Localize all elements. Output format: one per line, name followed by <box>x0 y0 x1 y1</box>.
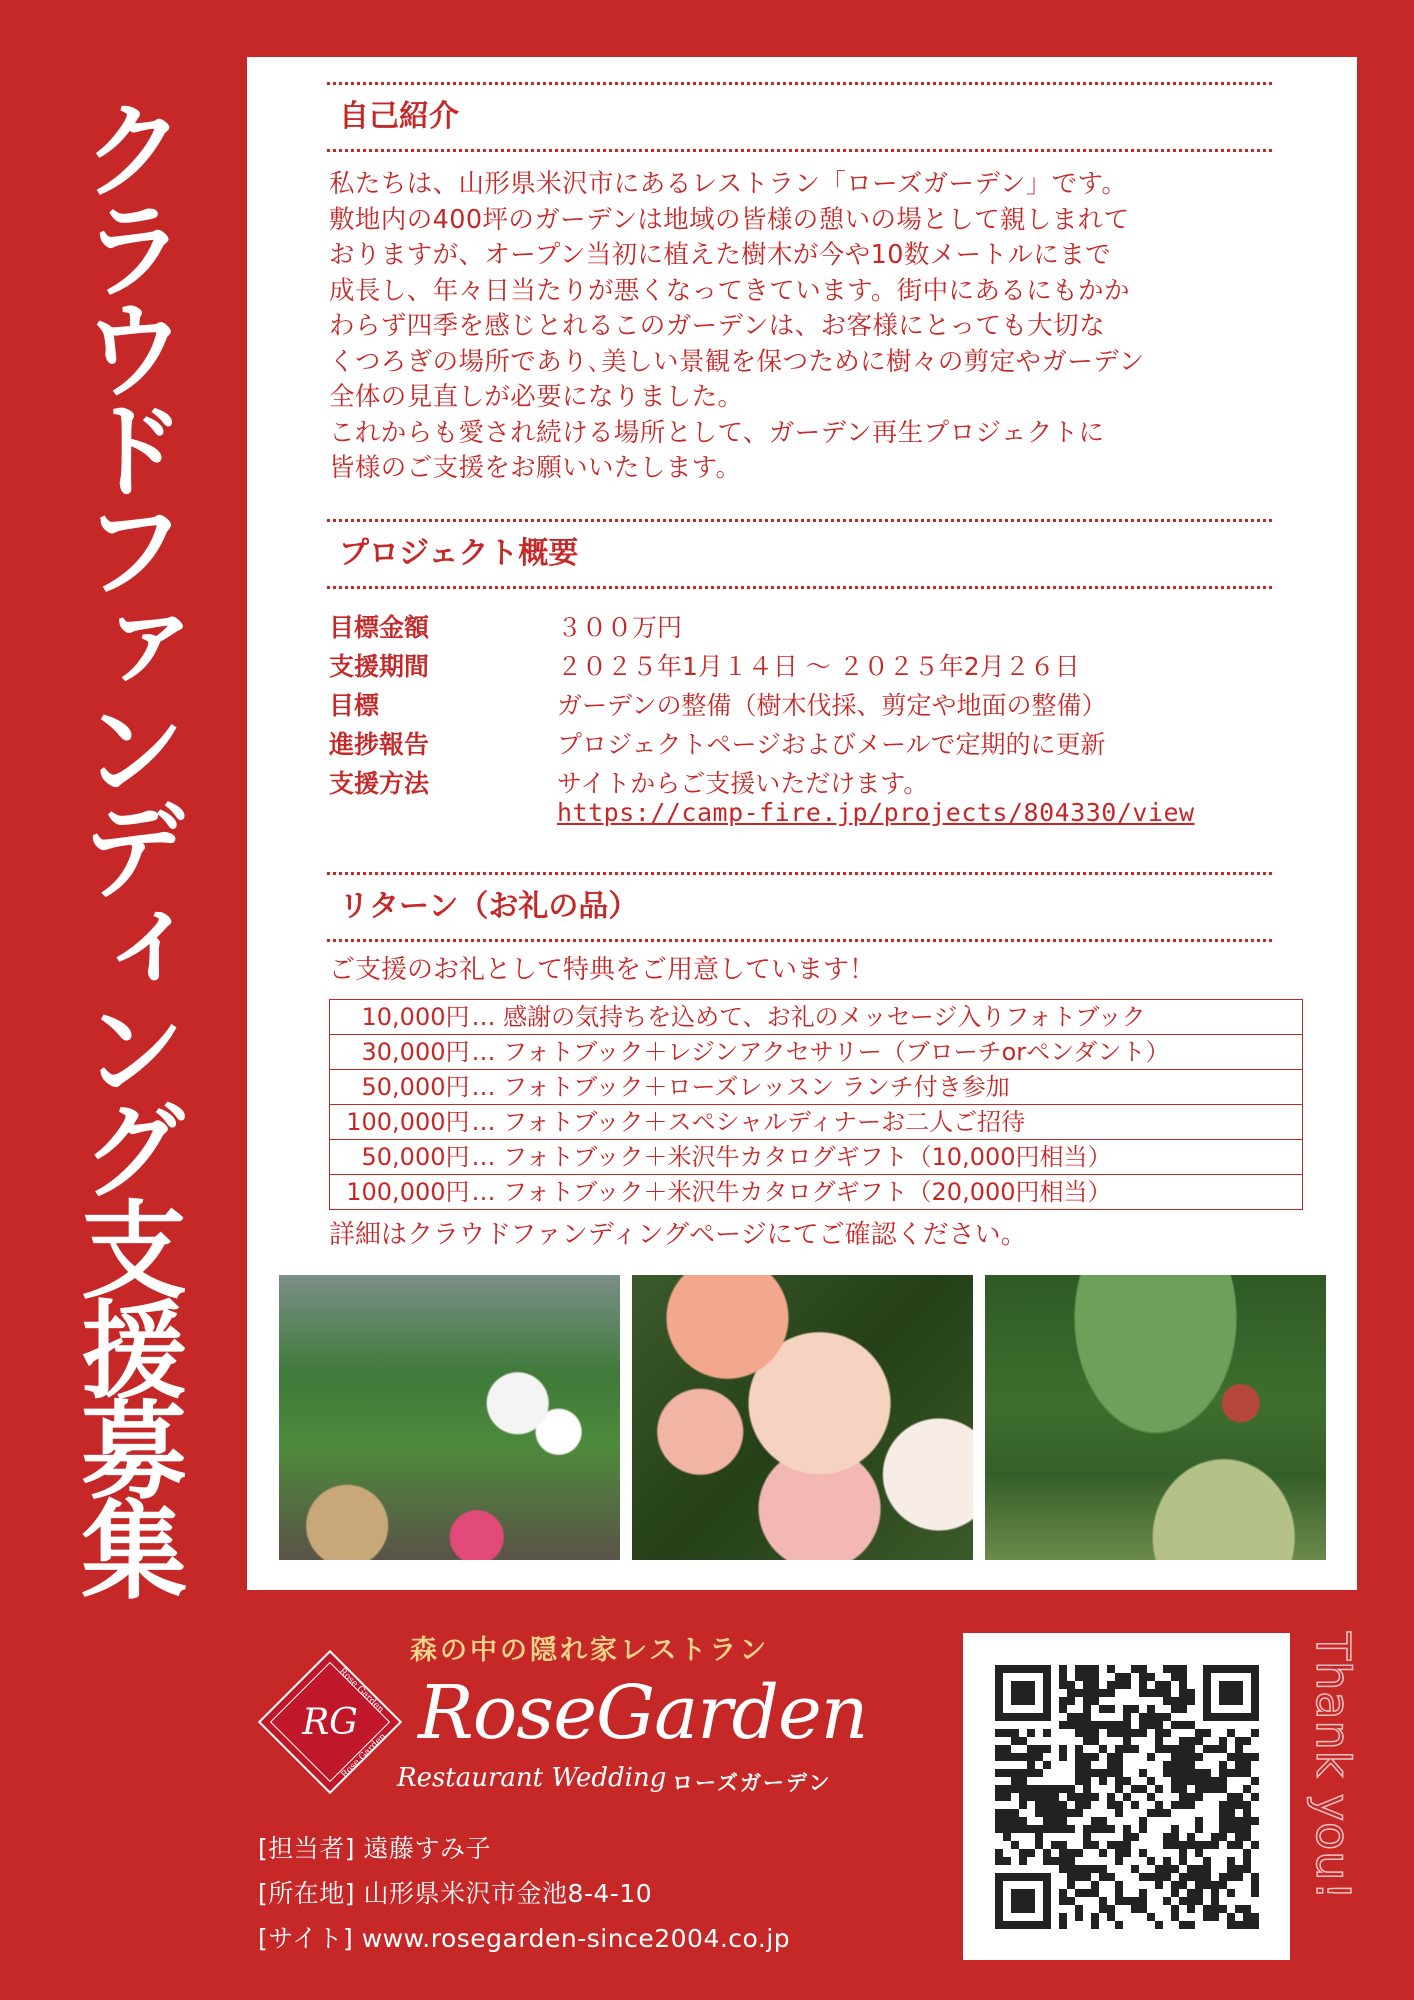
overview-row <box>329 688 1279 724</box>
rose-garden-emblem-icon <box>258 1650 402 1794</box>
overview-label: 目標 <box>329 691 380 720</box>
returns-note: 詳細はクラウドファンディングページにてご確認ください。 <box>329 1220 1027 1250</box>
intro-line: これからも愛され続ける場所として、ガーデン再生プロジェクトに <box>329 417 1105 448</box>
return-amount: 50,000円 <box>330 1070 470 1105</box>
intro-text <box>329 167 1279 487</box>
return-desc: … フォトブック＋米沢牛カタログギフト（10,000円相当） <box>470 1140 1303 1175</box>
return-amount: 30,000円 <box>330 1035 470 1070</box>
project-link[interactable]: https://camp-fire.jp/projects/804330/view <box>557 798 1195 827</box>
brand-subtitle: Restaurant Wedding <box>397 1763 667 1793</box>
tagline: 森の中の隠れ家レストラン <box>410 1635 770 1666</box>
table-row <box>330 1140 1303 1175</box>
intro-line: 敷地内の400坪のガーデンは地域の皆様の憩いの場として親しまれて <box>329 204 1130 235</box>
return-desc: … フォトブック＋米沢牛カタログギフト（20,000円相当） <box>470 1175 1303 1210</box>
returns-table <box>329 999 1303 1210</box>
overview-value: プロジェクトページおよびメールで定期的に更新 <box>557 730 1106 759</box>
overview-label: 進捗報告 <box>329 730 430 759</box>
brand-logo-text: RoseGarden <box>418 1670 868 1756</box>
contact-label: [サイト] <box>258 1924 354 1953</box>
emblem-ring-text: Rose Garden <box>339 1731 389 1781</box>
contact-site <box>258 1922 790 1956</box>
content-card <box>247 57 1357 1590</box>
thank-you-text: Thank you! <box>1306 1632 1360 1901</box>
contact-value[interactable]: www.rosegarden-since2004.co.jp <box>361 1924 791 1953</box>
overview-row <box>329 610 1279 646</box>
overview-heading: プロジェクト概要 <box>339 536 579 571</box>
rose-photo-closeup <box>632 1275 973 1560</box>
qr-code-icon <box>963 1633 1290 1960</box>
intro-line: おりますが、オープン当初に植えた樹木が今や10数メートルにまで <box>329 240 1112 270</box>
contact-label: [担当者] <box>258 1834 356 1863</box>
return-desc: … フォトブック＋レジンアクセサリー（ブローチorペンダント） <box>470 1035 1303 1070</box>
intro-heading: 自己紹介 <box>339 99 459 134</box>
return-amount: 10,000円 <box>330 1000 470 1035</box>
contact-address <box>258 1877 652 1911</box>
table-row <box>330 1000 1303 1035</box>
overview-value: サイトからご支援いただけます。 <box>557 769 929 798</box>
intro-line: 成長し、年々日当たりが悪くなってきています。街中にあるにもかか <box>329 275 1130 306</box>
intro-line: くつろぎの場所であり､美しい景観を保つために樹々の剪定やガーデン <box>329 346 1145 377</box>
return-desc: … フォトブック＋ローズレッスン ランチ付き参加 <box>470 1070 1303 1105</box>
intro-heading-bar <box>327 82 1272 152</box>
intro-line: 皆様のご支援をお願いいたします。 <box>329 453 742 483</box>
table-row <box>330 1105 1303 1140</box>
brand-kana: ローズガーデン <box>672 1771 832 1795</box>
contact-value: 遠藤すみ子 <box>363 1834 491 1863</box>
table-row <box>330 1070 1303 1105</box>
return-desc: … フォトブック＋スペシャルディナーお二人ご招待 <box>470 1105 1303 1140</box>
overview-value: ガーデンの整備（樹木伐採、剪定や地面の整備） <box>557 691 1107 720</box>
overview-label: 目標金額 <box>329 613 430 642</box>
returns-intro: ご支援のお礼として特典をご用意しています！ <box>329 955 876 985</box>
overview-value: ３００万円 <box>557 613 683 642</box>
overview-row <box>329 649 1279 685</box>
return-amount: 100,000円 <box>330 1105 470 1140</box>
intro-line: 私たちは、山形県米沢市にあるレストラン「ローズガーデン」です。 <box>329 169 1128 199</box>
return-amount: 100,000円 <box>330 1175 470 1210</box>
intro-line: わらず四季を感じとれるこのガーデンは、お客様にとっても大切な <box>329 311 1105 341</box>
contact-label: [所在地] <box>258 1879 356 1908</box>
intro-line: 全体の見直しが必要になりました。 <box>329 382 744 412</box>
emblem-initials: RG <box>302 1702 358 1743</box>
overview-row <box>329 727 1279 763</box>
emblem-ring-text: Rose Garden <box>336 1666 386 1716</box>
overview-label: 支援方法 <box>329 769 430 798</box>
returns-heading-bar <box>327 872 1272 942</box>
contact-person <box>258 1832 491 1866</box>
table-row <box>330 1035 1303 1070</box>
return-amount: 50,000円 <box>330 1140 470 1175</box>
table-row <box>330 1175 1303 1210</box>
garden-photo-chapel <box>985 1275 1326 1560</box>
contact-value: 山形県米沢市金池8-4-10 <box>363 1879 653 1908</box>
overview-row <box>329 766 1279 802</box>
qr-code[interactable] <box>963 1633 1290 1960</box>
overview-value: ２０２５年1月１４日 ～ ２０２５年2月２６日 <box>557 652 1080 681</box>
vertical-title: クラウドファンディング支援募集 <box>64 95 187 1595</box>
garden-photo-entrance <box>279 1275 620 1560</box>
overview-label: 支援期間 <box>329 652 430 681</box>
return-desc: … 感謝の気持ちを込めて、お礼のメッセージ入りフォトブック <box>470 1000 1303 1035</box>
overview-heading-bar <box>327 519 1272 589</box>
returns-heading: リターン（お礼の品） <box>339 889 639 924</box>
